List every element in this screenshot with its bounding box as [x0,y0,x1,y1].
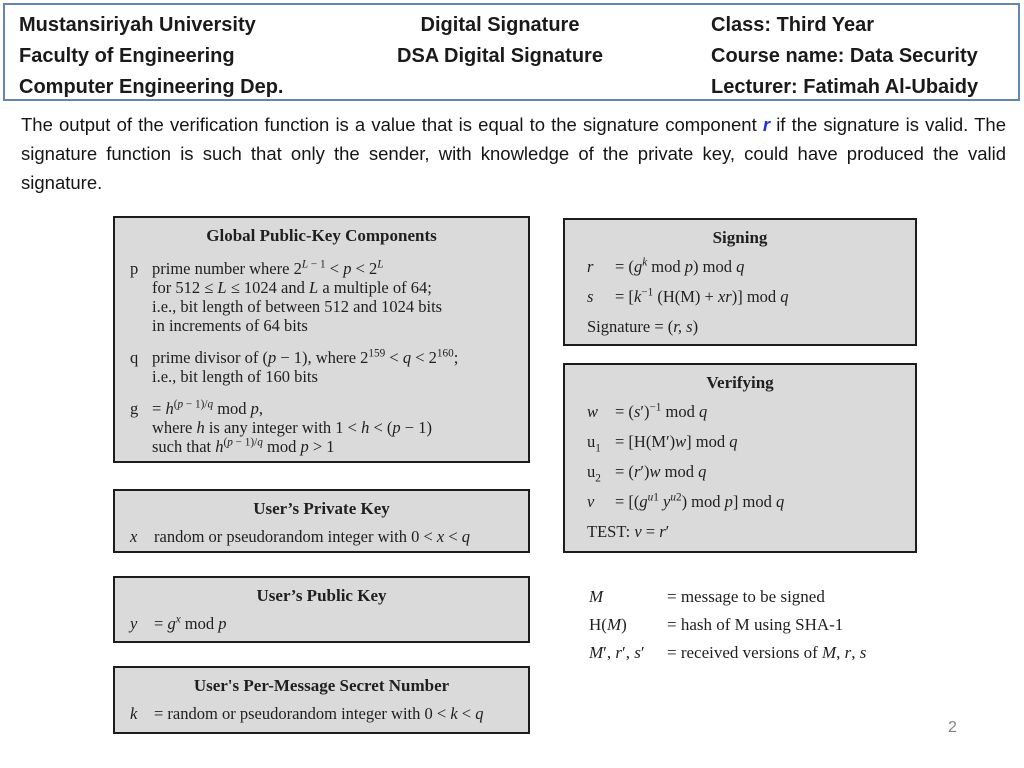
university-name: Mustansiriyah University [19,14,256,36]
header-institution-block [19,10,283,103]
legend-def-M: = message to be signed [667,587,825,606]
var-label-k: k [130,704,138,723]
formula-row-k [115,704,528,723]
box-title: Signing [712,228,768,247]
signature-component-r: r [762,114,771,135]
legend-row-M [589,588,929,606]
var-label-q: q [130,348,139,367]
formula-r: = ($g^k$ mod p) mod q [615,256,745,276]
var-label-r: r [587,257,594,276]
formula-row-q [115,348,528,386]
formula-p: prime number where $2^{L - 1} < p < 2^L$ for 512 ≤ L ≤ 1024 and L a multiple of 64; i.e., bit length of between 512 and 1024 bits in increments of 64 bits [152,258,443,335]
intro-text-before: The output of the verification function is a value that is equal to the signature component [21,114,763,135]
legend-def-HM: = hash of M using SHA-1 [667,615,844,634]
signature-pair-line: Signature = (r, s) [587,317,699,336]
lecturer-name: Lecturer: Fatimah Al-Ubaidy [711,76,979,98]
var-label-g: g [130,399,139,418]
formula-w: = $(s')^{-1}$ mod q [615,401,708,421]
faculty-name: Faculty of Engineering [19,45,235,67]
legend-term-M: M [589,587,604,606]
global-public-key-components-box [113,216,530,463]
legend-def-received: = received versions of M, r, s [667,643,867,662]
class-year: Class: Third Year [711,14,875,36]
slide-header [3,3,1020,101]
intro-paragraph [21,110,1006,197]
legend-row-HM [589,616,929,634]
header-title-block [335,10,665,72]
var-label-v: v [587,492,595,511]
legend-row-received [589,644,929,662]
formula-row-g [115,399,528,456]
var-label-x: x [130,527,138,546]
formula-row-r [565,256,915,278]
users-public-key-box [113,576,530,643]
verifying-box [563,363,917,553]
users-per-message-secret-number-box [113,666,530,734]
formula-x: random or pseudorandom integer with 0 < x < q [154,527,471,546]
box-title: Verifying [706,373,774,392]
formula-k: = random or pseudorandom integer with 0 < k < q [154,704,484,723]
formula-u1: = [H(M′)w] mod q [615,432,738,451]
var-label-u1: $u_1$ [587,432,601,455]
formula-y: = $g^x$ mod p [154,613,227,633]
course-name: Course name: Data Security [711,45,978,67]
formula-row-w [565,401,915,423]
var-label-s: s [587,287,594,306]
formula-row-x [115,527,528,546]
lecture-topic: Digital Signature [420,14,580,36]
box-title: User’s Private Key [253,499,390,518]
box-title: User's Per-Message Secret Number [193,676,450,695]
test-condition-line: TEST: v = r′ [587,522,670,541]
formula-v: = [($g^{u1}$ $y^{u2}$) mod p] mod q [615,491,785,511]
var-label-p: p [130,259,139,278]
var-label-y: y [130,614,138,633]
formula-u2: = (r′)w mod q [615,462,707,481]
var-label-w: w [587,402,599,421]
formula-row-p [115,259,528,335]
signing-box [563,218,917,346]
formula-s: = [$k^{-1}$ (H(M) + xr)] mod q [615,286,789,306]
formula-row-u2 [565,461,915,483]
box-title: Global Public-Key Components [206,226,437,245]
formula-row-y [115,614,528,633]
var-label-u2: $u_2$ [587,462,601,485]
formula-row-u1 [565,431,915,453]
department-name: Computer Engineering Dep. [19,76,284,98]
lecture-subtopic: DSA Digital Signature [397,45,603,67]
legend-term-received: M′, r′, s′ [589,643,645,662]
intro-text-after: if the signature is valid. The signature function is such that only the sender, with knowledge of the private key, could have produced the valid signature. [21,114,1006,193]
formula-q: prime divisor of (p − 1), where $2^{159} < q < 2^{160}$; i.e., bit length of 160 bits [152,347,459,386]
formula-row-v [565,491,915,513]
slide-number: 2 [948,719,957,736]
box-title: User’s Public Key [256,586,387,605]
formula-g: = $h^{(p - 1)/q}$ mod p, where h is any integer with 1 < h < (p − 1) such that $h^{(p - 1)/q}$ mod p > 1 [152,398,432,456]
formula-row-s [565,286,915,308]
notation-legend [589,588,929,672]
users-private-key-box [113,489,530,553]
legend-term-HM: H(M) [589,615,627,634]
header-course-block [711,10,978,103]
